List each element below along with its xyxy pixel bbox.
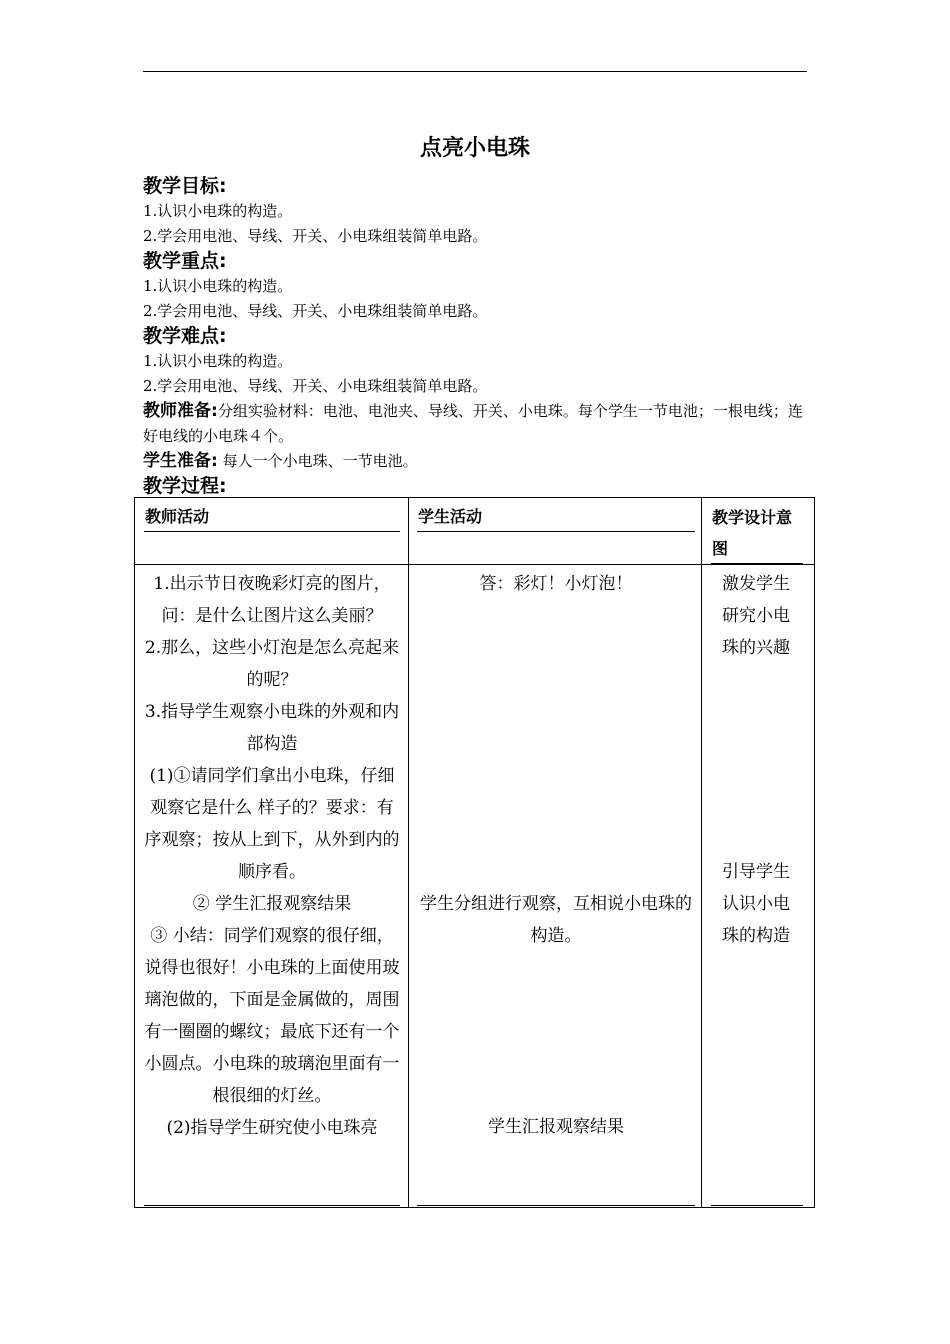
key-points-heading: 教学重点: bbox=[143, 250, 227, 272]
student-activity: 学生分组进行观察，互相说小电珠的构造。 bbox=[420, 894, 692, 946]
teacher-prep bbox=[143, 399, 811, 449]
objective-item: 1.认识小电珠的构造。 bbox=[143, 202, 293, 220]
column-divider bbox=[408, 497, 409, 1208]
header-underline bbox=[417, 531, 695, 532]
design-intent: 激发学生研究小电珠的兴趣 bbox=[722, 574, 790, 658]
difficulties-heading: 教学难点: bbox=[143, 325, 227, 347]
process-heading: 教学过程: bbox=[143, 475, 227, 497]
teacher-activities bbox=[142, 568, 402, 1144]
difficulty-item: 1.认识小电珠的构造。 bbox=[143, 352, 293, 370]
objectives-heading: 教学目标: bbox=[143, 175, 227, 197]
teacher-prep-label: 教师准备: bbox=[143, 401, 218, 421]
process-table bbox=[134, 497, 815, 1208]
student-prep-text: 每人一个小电珠、一节电池。 bbox=[222, 452, 418, 470]
lesson-info bbox=[143, 174, 811, 499]
student-prep bbox=[143, 449, 811, 474]
objective-item: 2.学会用电池、导线、开关、小电珠组装简单电路。 bbox=[143, 227, 488, 245]
teacher-activity: (1)①请同学们拿出小电珠，仔细观察它是什么 样子的？要求：有序观察；按从上到下，从外到内的顺序看。 bbox=[144, 766, 400, 882]
header-underline bbox=[711, 563, 803, 564]
column-divider bbox=[701, 497, 702, 1208]
teacher-activity: ③ 小结：同学们观察的很仔细，说得也很好！小电珠的上面使用玻璃泡做的，下面是金属做的，周围有一圈圈的螺纹；最底下还有一个小圆点。小电珠的玻璃泡里面有一根很细的灯丝。 bbox=[144, 926, 400, 1106]
student-prep-label: 学生准备: bbox=[143, 451, 218, 471]
cell-underline bbox=[711, 1205, 803, 1206]
key-point-item: 2.学会用电池、导线、开关、小电珠组装简单电路。 bbox=[143, 302, 488, 320]
design-intent: 引导学生认识小电珠的构造 bbox=[722, 862, 790, 946]
student-report: 学生汇报观察结果 bbox=[488, 1117, 624, 1137]
student-answer: 答：彩灯！小灯泡！ bbox=[479, 574, 633, 594]
teacher-activity: (2)指导学生研究使小电珠亮 bbox=[166, 1118, 378, 1138]
teacher-activity: 2.那么，这些小灯泡是怎么亮起来的呢？ bbox=[144, 638, 400, 690]
cell-underline bbox=[144, 1205, 400, 1206]
key-point-item: 1.认识小电珠的构造。 bbox=[143, 277, 293, 295]
teacher-activity: ② 学生汇报观察结果 bbox=[192, 894, 352, 914]
header-divider bbox=[134, 564, 815, 565]
teacher-activity: 1.出示节日夜晚彩灯亮的图片，问：是什么让图片这么美丽？ bbox=[153, 574, 391, 626]
column-header-student: 学生活动 bbox=[418, 507, 483, 526]
teacher-activity: 3.指导学生观察小电珠的外观和内部构造 bbox=[144, 702, 400, 754]
cell-underline bbox=[417, 1205, 695, 1206]
column-header-teacher: 教师活动 bbox=[145, 507, 210, 526]
difficulty-item: 2.学会用电池、导线、开关、小电珠组装简单电路。 bbox=[143, 377, 488, 395]
header-rule bbox=[143, 71, 807, 72]
column-header-intent: 教学设计意图 bbox=[712, 508, 793, 558]
header-underline bbox=[144, 531, 400, 532]
teacher-prep-text: 分组实验材料：电池、电池夹、导线、开关、小电珠。每个学生一节电池；一根电线；连好电线的小电珠４个。 bbox=[143, 402, 803, 445]
page-title: 点亮小电珠 bbox=[419, 136, 530, 161]
